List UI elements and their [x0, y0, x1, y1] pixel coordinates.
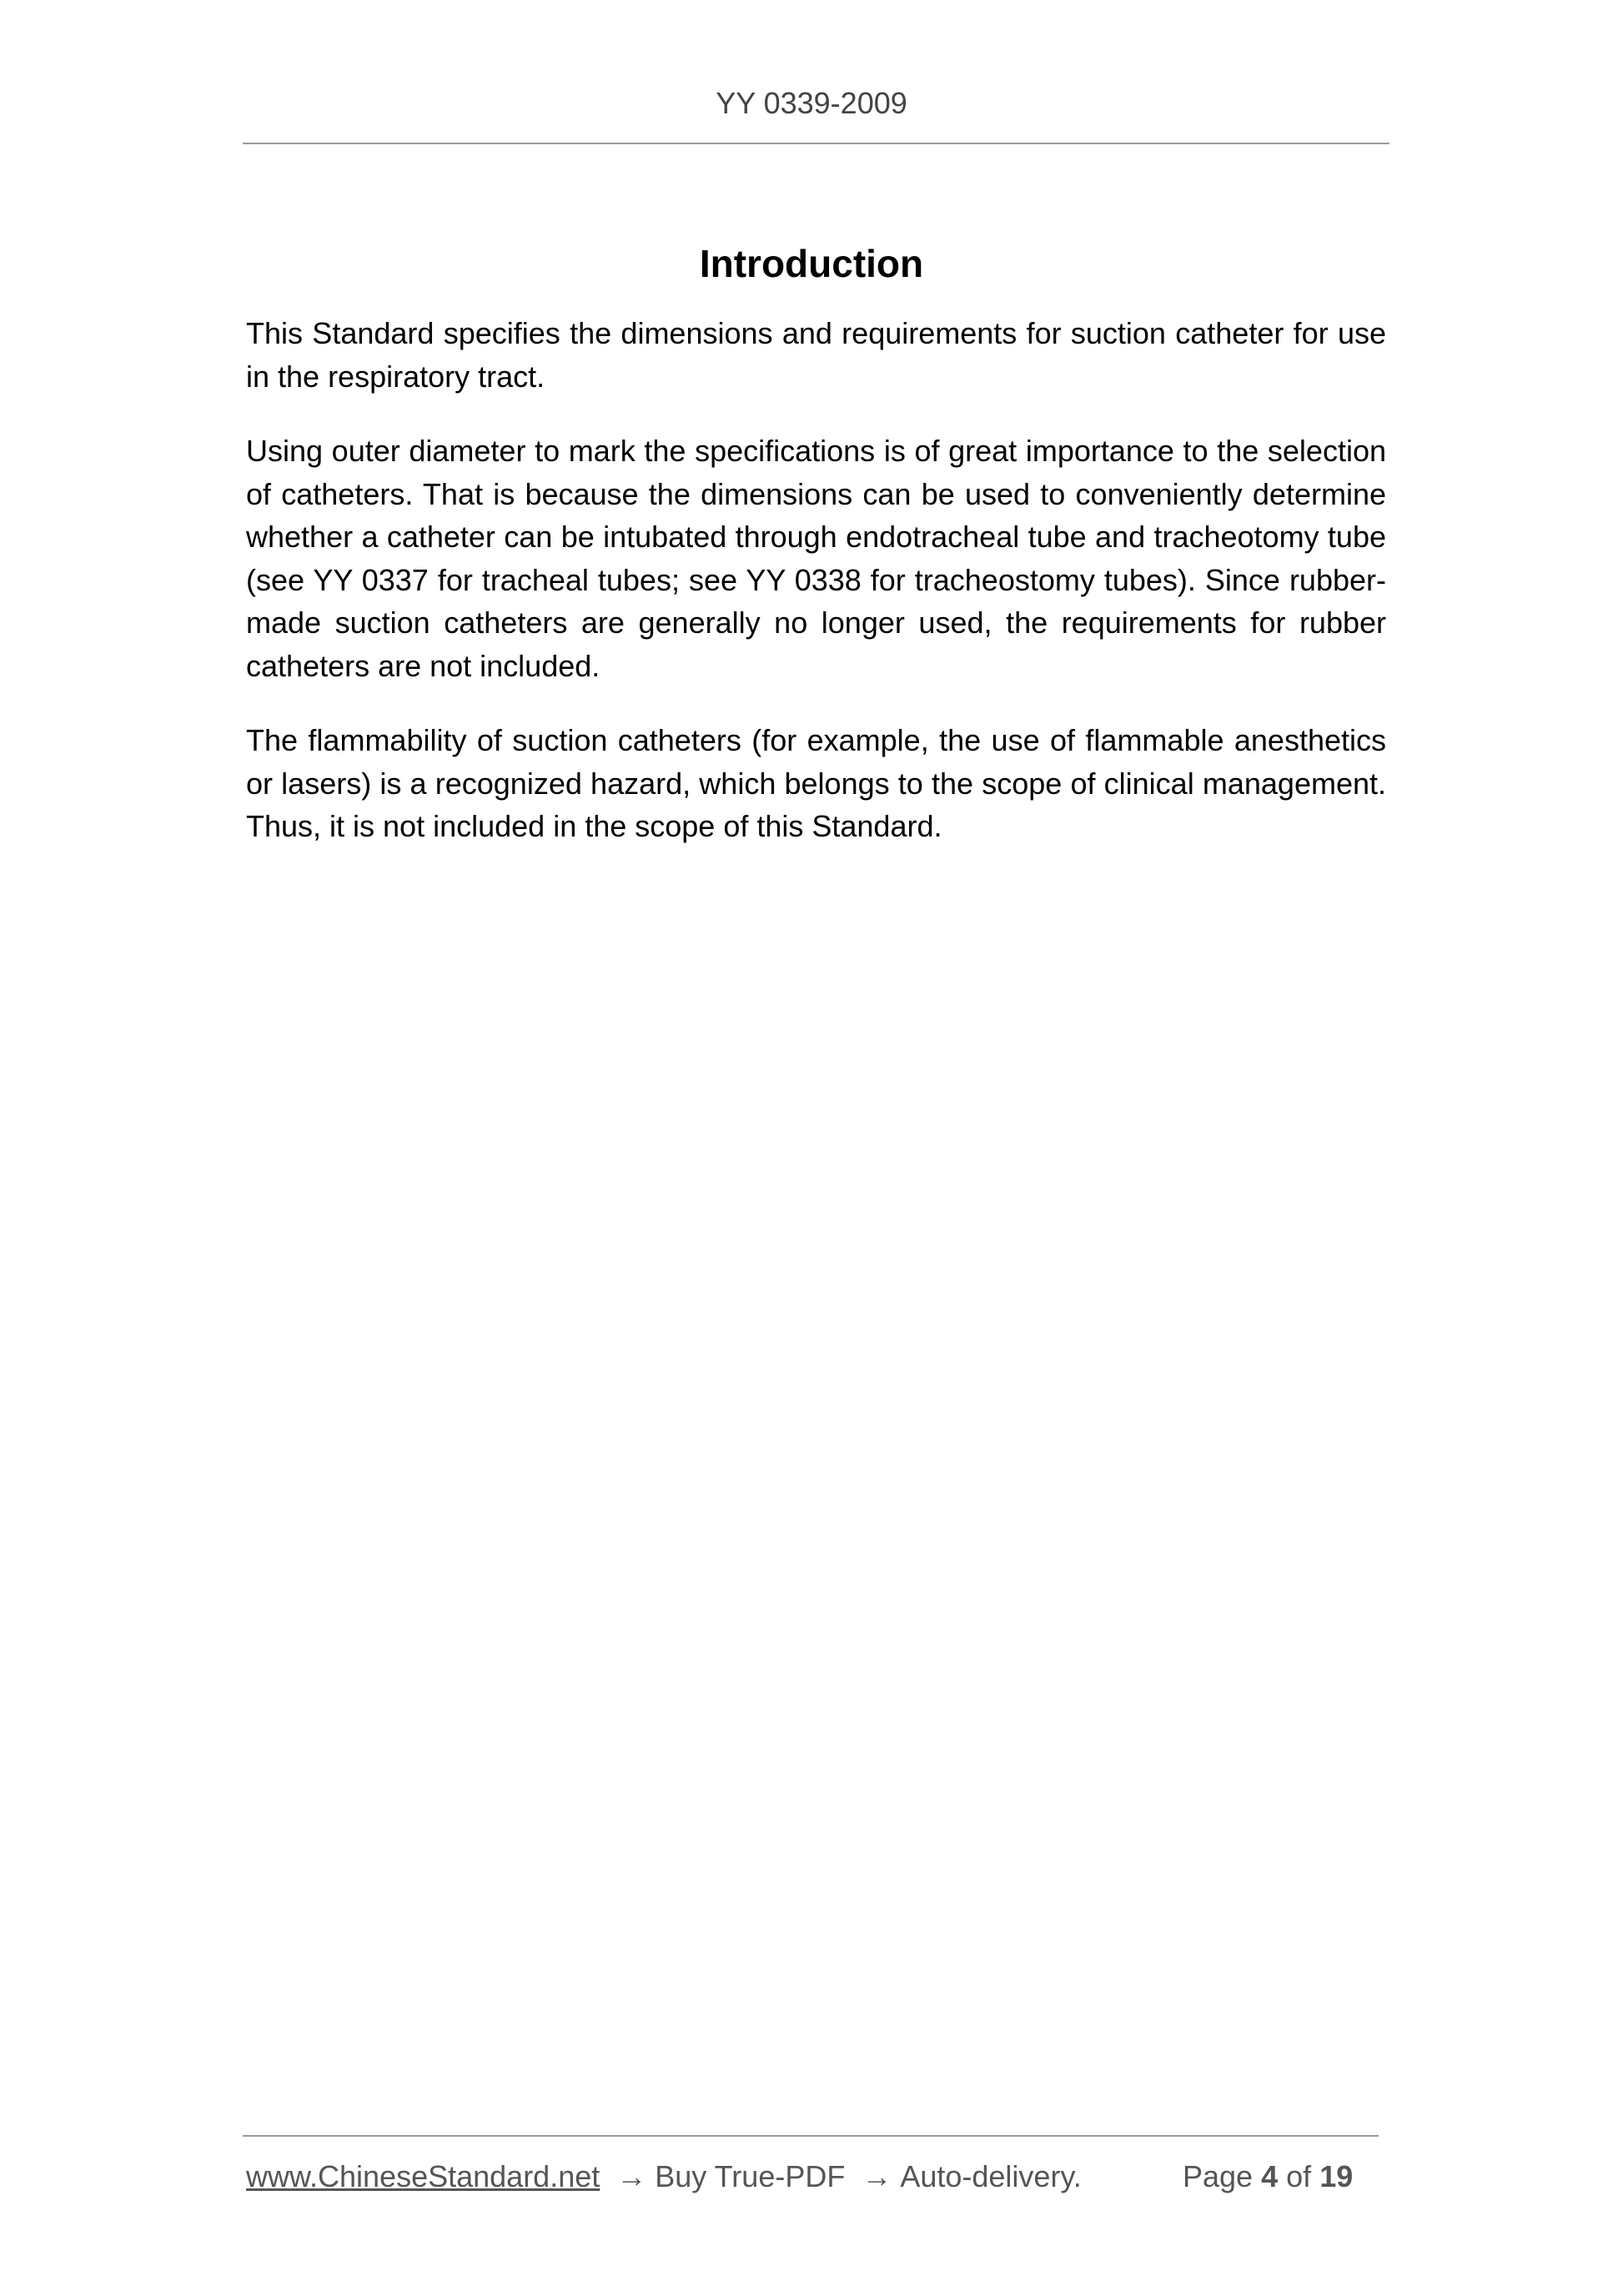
page-current: 4	[1261, 2159, 1279, 2193]
page-indicator	[1183, 2155, 1353, 2198]
paragraph-1: This Standard specifies the dimensions and requirements for suction catheter for use in the respiratory tract.	[246, 316, 1386, 394]
page-total: 19	[1319, 2159, 1354, 2193]
arrow-right-icon: →	[862, 2159, 892, 2193]
buy-true-pdf-text: Buy True-PDF	[655, 2159, 846, 2193]
page-label: Page	[1183, 2159, 1254, 2193]
website-link[interactable]: www.ChineseStandard.net	[246, 2159, 600, 2193]
page-of-label: of	[1286, 2159, 1312, 2193]
footer-divider	[243, 2135, 1379, 2137]
arrow-right-icon: →	[616, 2159, 647, 2193]
body-text	[246, 312, 1386, 880]
page-title: Introduction	[699, 241, 924, 285]
paragraph-3: The flammability of suction catheters (for example, the use of flammable anesthetics or lasers) is a recognized hazard, which belongs to the scope of clinical management. Thus, it is not included in the scope of this Standard.	[246, 723, 1386, 843]
footer	[246, 2155, 1382, 2198]
auto-delivery-text: Auto-delivery.	[900, 2159, 1082, 2193]
header-document-id: YY 0339-2009	[716, 86, 907, 120]
paragraph-2: Using outer diameter to mark the specifications is of great importance to the selection of catheters. That is because the dimensions can be used to conveniently determine whether a catheter can be intubated through endotracheal tube and tracheotomy tube (see YY 0337 for tracheal tubes; see YY 0338 for tracheostomy tubes). Since rubber-made suction catheters are generally no longer used, the requirements for rubber catheters are not included.	[246, 434, 1386, 683]
header-divider	[243, 143, 1389, 144]
footer-links	[246, 2155, 1082, 2198]
